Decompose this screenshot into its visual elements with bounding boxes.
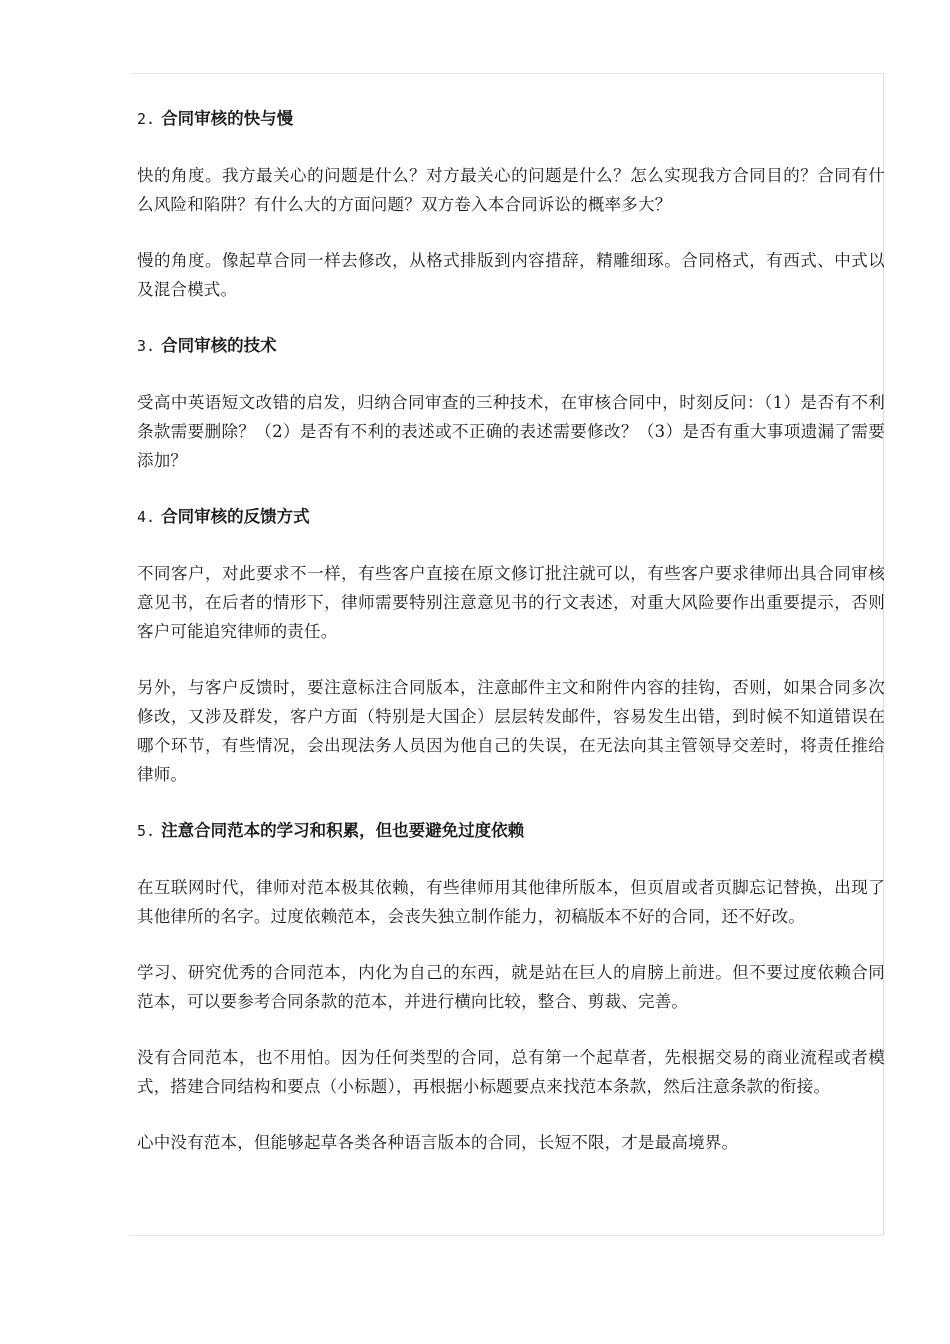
section-number: 2. [137, 110, 156, 128]
section-number: 5. [137, 822, 156, 840]
paragraph: 受高中英语短文改错的启发，归纳合同审查的三种技术，在审核合同中，时刻反问：（1）是否有不利条款需要删除？（2）是否有不利的表述或不正确的表述需要修改？（3）是否有重大事项遗漏了需要添加？ [137, 393, 885, 470]
paragraph: 慢的角度。像起草合同一样去修改，从格式排版到内容措辞，精雕细琢。合同格式，有西式、中式以及混合模式。 [137, 251, 885, 299]
document-body [137, 104, 885, 1184]
section-title: 注意合同范本的学习和积累，但也要避免过度依赖 [161, 821, 525, 840]
section-title: 合同审核的快与慢 [161, 109, 294, 128]
section-heading [137, 502, 885, 532]
section-4 [137, 502, 885, 789]
section-5 [137, 816, 885, 1157]
section-heading [137, 104, 885, 134]
paragraph: 另外，与客户反馈时，要注意标注合同版本，注意邮件主文和附件内容的挂钩，否则，如果合同多次修改，又涉及群发，客户方面（特别是大国企）层层转发邮件，容易发生出错，到时候不知道错误在哪个环节，有些情况，会出现法务人员因为他自己的失误，在无法向其主管领导交差时，将责任推给律师。 [137, 678, 885, 784]
paragraph: 心中没有范本，但能够起草各类各种语言版本的合同，长短不限，才是最高境界。 [137, 1133, 739, 1152]
section-title: 合同审核的技术 [161, 336, 277, 355]
paragraph: 学习、研究优秀的合同范本，内化为自己的东西，就是站在巨人的肩膀上前进。但不要过度依赖合同范本，可以要参考合同条款的范本，并进行横向比较，整合、剪裁、完善。 [137, 963, 885, 1011]
paragraph: 不同客户，对此要求不一样，有些客户直接在原文修订批注就可以，有些客户要求律师出具合同审核意见书，在后者的情形下，律师需要特别注意意见书的行文表述，对重大风险要作出重要提示，否则客户可能追究律师的责任。 [137, 564, 885, 641]
paragraph: 在互联网时代，律师对范本极其依赖，有些律师用其他律所版本，但页眉或者页脚忘记替换，出现了其他律所的名字。过度依赖范本，会丧失独立制作能力，初稿版本不好的合同，还不好改。 [137, 878, 885, 926]
section-number: 4. [137, 508, 156, 526]
section-2 [137, 104, 885, 304]
section-title: 合同审核的反馈方式 [161, 507, 310, 526]
section-3 [137, 331, 885, 475]
paragraph: 没有合同范本，也不用怕。因为任何类型的合同，总有第一个起草者，先根据交易的商业流程或者模式，搭建合同结构和要点（小标题），再根据小标题要点来找范本条款，然后注意条款的衔接。 [137, 1048, 885, 1096]
section-heading [137, 816, 885, 846]
section-heading [137, 331, 885, 361]
paragraph: 快的角度。我方最关心的问题是什么？对方最关心的问题是什么？怎么实现我方合同目的？合同有什么风险和陷阱？有什么大的方面问题？双方卷入本合同诉讼的概率多大？ [137, 166, 885, 214]
section-number: 3. [137, 337, 156, 355]
